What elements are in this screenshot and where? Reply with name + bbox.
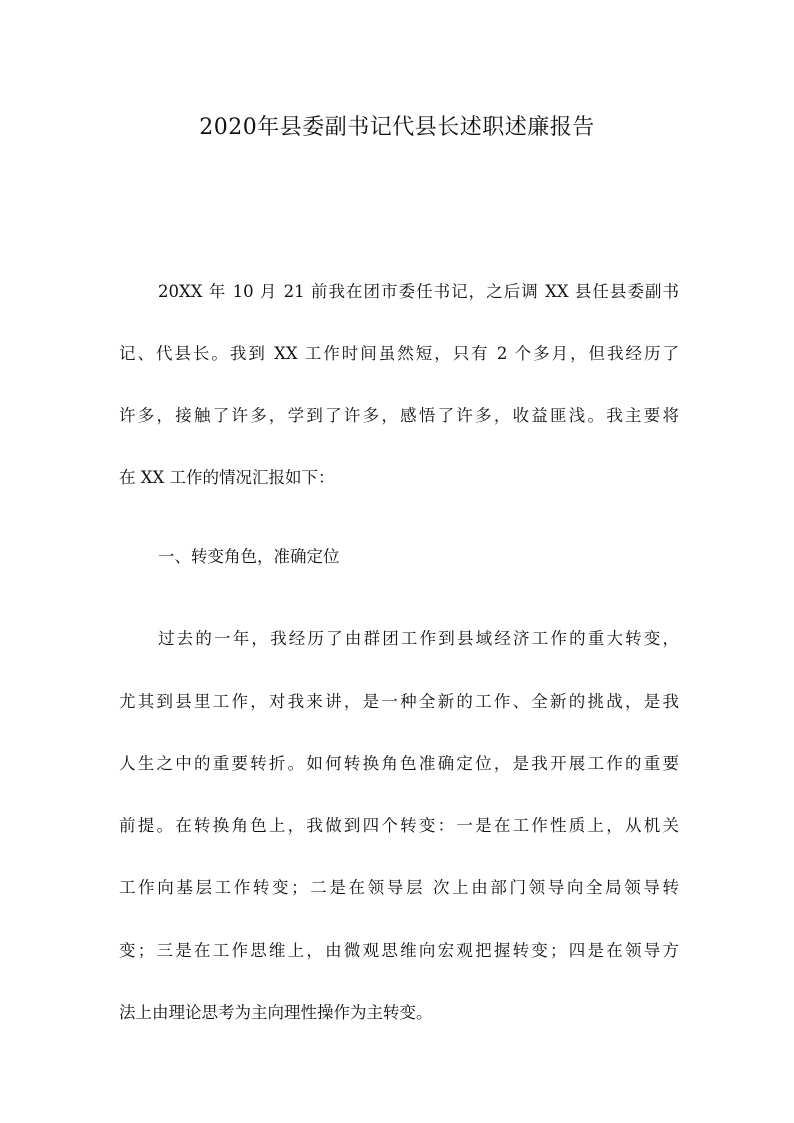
paragraph-line: 前提。在转换角色上，我做到四个转变：一是在工作性质上，从机关 — [119, 816, 679, 835]
paragraph-line: 许多，接触了许多，学到了许多，感悟了许多，收益匪浅。我主要将 — [119, 406, 679, 425]
document-title: 2020年县委副书记代县长述职述廉报告 — [199, 115, 595, 140]
paragraph-line: 法上由理论思考为主向理性操作为主转变。 — [119, 1003, 433, 1022]
paragraph-line: 人生之中的重要转折。如何转换角色准确定位，是我开展工作的重要 — [119, 754, 679, 773]
paragraph-line: 在 XX 工作的情况汇报如下： — [119, 468, 335, 487]
paragraph-line: 尤其到县里工作，对我来讲，是一种全新的工作、全新的挑战，是我 — [119, 692, 679, 711]
paragraph-line: 变；三是在工作思维上，由微观思维向宏观把握转变；四是在领导方 — [119, 941, 679, 960]
paragraph-line: 过去的一年，我经历了由群团工作到县域经济工作的重大转变， — [158, 629, 679, 648]
paragraph-line: 记、代县长。我到 XX 工作时间虽然短，只有 2 个多月，但我经历了 — [119, 344, 679, 363]
paragraph-line: 工作向基层工作转变；二是在领导层 次上由部门领导向全局领导转 — [119, 878, 679, 897]
section-heading: 一、转变角色，准确定位 — [158, 547, 340, 566]
paragraph-line: 20XX 年 10 月 21 前我在团市委任书记，之后调 XX 县任县委副书 — [158, 282, 679, 301]
